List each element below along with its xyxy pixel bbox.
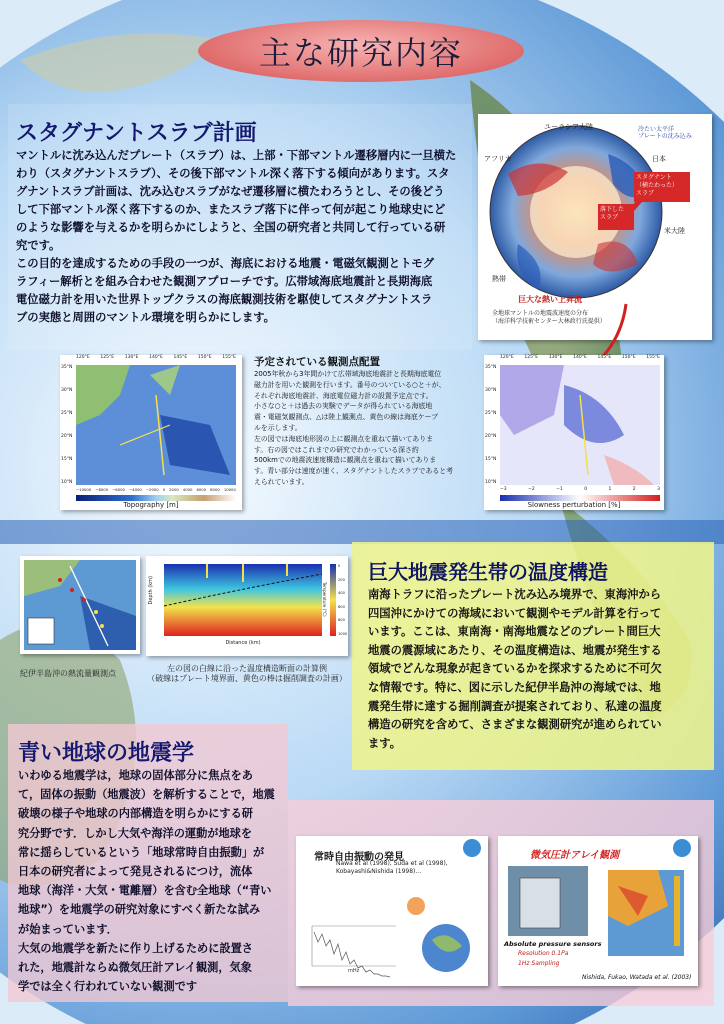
text-line: この目的を達成するための手段の一つが、海底における地震・電磁気観測とトモグ	[16, 257, 434, 270]
text-line: 地球”）を地震学の研究対象にすべく新たな試み	[18, 903, 261, 917]
stagnant-slab-heading: スタグナントスラブ計画	[16, 121, 257, 146]
lon-axis	[76, 355, 236, 360]
text-line: わり（スタグナントスラブ）、その後下部マントル深く落下する傾向があります。スタ	[16, 167, 450, 180]
label-stagnant-slab: スタグナント （横たわった） スラブ	[636, 174, 678, 197]
temp-colorbar-ticks	[338, 564, 347, 636]
lat-tick: 30°N	[61, 388, 73, 393]
temp-xlabel: Distance (km)	[225, 640, 261, 646]
seismogenic-zone-heading: 巨大地震発生帯の温度構造	[368, 560, 608, 584]
blue-earth-heading: 青い地球の地震学	[18, 741, 195, 766]
label-africa: アフリカ	[484, 155, 512, 163]
lat-tick: 35°N	[61, 365, 73, 370]
kii-heatflow-map-graphic	[20, 556, 140, 654]
text-line: 日本の研究者によって発見されるにつけ，流体	[18, 865, 253, 879]
lon-tick: 145°E	[173, 355, 188, 360]
cbar-tick: 1	[608, 487, 612, 492]
label-eurasia: ユーラシア大陸	[544, 123, 593, 131]
cbar-tick: 10000	[223, 487, 236, 492]
text-line: して下部マントル深く落下するのか、またスラブ落下に伴って何が起こり地球史にど	[16, 203, 446, 216]
text-line: 震発生帯に達する掘削調査が提案されており、私達の温度	[368, 699, 662, 713]
free-oscillation-title: 常時自由振動の発見	[314, 852, 404, 863]
slowness-colorbar-label: Slowness perturbation [%]	[527, 501, 621, 509]
lon-tick: 150°E	[621, 355, 636, 360]
caption-line: （破線はプレート境界面、黄色の棒は掘削調査の計画）	[147, 674, 347, 683]
text-line: が始まっています．	[18, 922, 118, 936]
text-line: 学では全く行われていない観測です	[18, 980, 198, 994]
lat-tick: 10°N	[485, 480, 497, 485]
text-line: 大気の地震学を新たに作り上げるために設置さ	[18, 941, 253, 955]
text-line: ルを示します。	[254, 423, 302, 432]
text-line: 電位磁力計を用いた世界トップクラスの海底観測技術を駆使してスタグナントスラ	[16, 293, 433, 306]
text-line: 究分野です．しかし大気や海洋の運動が地球を	[18, 826, 253, 840]
text-line: 常に揺らしているという「地球常時自由振動」が	[18, 845, 265, 859]
cbar-tick: 4000	[182, 487, 193, 492]
lon-tick: 155°E	[222, 355, 236, 360]
label-falling-slab: 落下した スラブ	[600, 206, 625, 221]
cbar-tick: 1000	[338, 631, 348, 636]
label-cold-slab: 冷たい太平洋 プレートの沈み込み	[638, 126, 692, 140]
lat-tick: 25°N	[485, 411, 497, 416]
text-line: す。青い部分は速度が速く、スタグナントしたスラブであると考	[254, 467, 453, 476]
text-line: 破壊の様子や地球の内部構造を明らかにする研	[18, 807, 253, 821]
stagnant-slab-text	[16, 147, 472, 327]
text-line: それぞれ海底地震計、海底電位磁力計の設置予定点です。	[254, 391, 433, 400]
seismogenic-zone-text	[368, 586, 708, 753]
cbar-tick: 800	[338, 618, 345, 623]
slowness-map-figure	[484, 355, 664, 510]
text-line: グナントスラブ計画は、沈み込むスラブがなぜ遷移層に横たわろうとし、その後どう	[16, 185, 445, 198]
label-hotspot: 熱帯	[492, 275, 506, 283]
lon-axis	[500, 355, 660, 360]
caption-line: （海洋科学技術センター大林政行氏提供）	[492, 318, 606, 325]
text-line: て，固体の振動（地震波）を解析することで，地震	[18, 788, 275, 802]
text-line: れた，地震計ならぬ微気圧計アレイ観測，気象	[18, 961, 252, 975]
text-line: ブの実態と周囲のマントル環境を明らかにします。	[16, 311, 275, 324]
cbar-tick: 2	[632, 487, 636, 492]
cbar-tick: −2	[528, 487, 535, 492]
topography-colorbar-ticks	[76, 487, 236, 492]
microbarometer-slide	[498, 836, 698, 986]
lon-tick: 155°E	[646, 355, 660, 360]
temp-ylabel: Depth (km)	[148, 576, 154, 605]
free-oscillation-refs	[336, 860, 448, 876]
lon-tick: 130°E	[548, 355, 563, 360]
page-title-banner	[198, 20, 524, 82]
free-oscillation-slide	[296, 836, 488, 986]
lat-axis	[485, 365, 496, 485]
text-line: マントルに沈み込んだプレート（スラブ）は、上部・下部マントル遷移層内に一旦横た	[16, 149, 457, 162]
cbar-tick: 0	[584, 487, 588, 492]
cbar-tick: −1	[556, 487, 563, 492]
microbarometer-title: 微気圧計アレイ観測	[530, 850, 620, 861]
text-line: す。右の図ではこれまでの研究でわかっている深さ約	[254, 445, 419, 454]
ref-line: Nawa et al (1998), Suda et al (1998),	[336, 860, 448, 867]
text-line: 小さな○と＋は過去の実験でデータが得られている海底地	[254, 402, 433, 411]
cbar-tick: 8000	[210, 487, 220, 492]
text-line: ラフィー解析とを組み合わせた観測アプローチです。広帯域海底地震計と長期海底	[16, 275, 433, 288]
caption-line: 左の図の白線に沿った温度構造断面の計算例	[167, 664, 327, 673]
blue-earth-text	[18, 766, 286, 996]
text-line: 500kmでの地震波速度構造に観測点を重ねて描いてありま	[254, 456, 437, 465]
text-line: のような影響を与えるかを明らかにしようと、全国の研究者と共同して行っている研	[16, 221, 446, 234]
topography-map-figure	[60, 355, 242, 510]
text-line: 構造の研究を含めて、さまざまな観測研究が進められてい	[368, 718, 662, 732]
lon-tick: 150°E	[197, 355, 212, 360]
slowness-colorbar-ticks	[500, 487, 660, 492]
lat-tick: 20°N	[485, 434, 497, 439]
planned-obs-text	[254, 369, 476, 488]
cbar-tick: 3	[657, 487, 660, 492]
text-line: ます。	[368, 736, 401, 750]
lon-tick: 120°E	[500, 355, 514, 360]
lon-tick: 145°E	[597, 355, 612, 360]
label-plume: 巨大な熱い上昇流	[518, 295, 582, 304]
sensor-label: Absolute pressure sensors	[504, 940, 602, 948]
cbar-tick: 600	[338, 604, 345, 609]
temp-colorbar-label: Temperature (°C)	[322, 582, 327, 617]
caption-line: 全地球マントルの地震波速度の分布	[492, 310, 589, 317]
text-line: 震・電磁気観測点、△は陸上観測点、黄色の線は海底ケーブ	[254, 413, 439, 422]
lon-tick: 125°E	[524, 355, 539, 360]
text-line: 磁力計を用いた観測を行います。番号のついている○と＋が、	[254, 380, 446, 389]
cbar-tick: 200	[338, 577, 345, 582]
lat-axis	[61, 365, 72, 485]
lat-tick: 15°N	[61, 457, 73, 462]
cbar-tick: −6000	[112, 487, 125, 492]
lon-tick: 125°E	[100, 355, 115, 360]
lat-tick: 20°N	[61, 434, 73, 439]
lat-tick: 30°N	[485, 388, 497, 393]
text-line: 左の図では海底地形図の上に観測点を重ねて描いてありま	[254, 434, 433, 443]
label-japan: 日本	[652, 155, 666, 163]
cbar-tick: 400	[338, 591, 345, 596]
ref-line: Kobayashi&Nishida (1998)...	[336, 868, 422, 875]
text-line: 四国沖にかけての海域において観測やモデル計算を行って	[368, 606, 662, 620]
lon-tick: 130°E	[124, 355, 139, 360]
lon-tick: 140°E	[573, 355, 587, 360]
lon-tick: 120°E	[76, 355, 90, 360]
sampling-label: 1Hz Sampling	[518, 960, 560, 967]
temperature-section-caption	[146, 664, 348, 684]
cbar-tick: −8000	[95, 487, 109, 492]
cbar-tick: −10000	[76, 487, 92, 492]
text-line: 領域でどんな現象が起きているかを探求するために不可欠	[368, 662, 662, 676]
cbar-tick: −3	[500, 487, 507, 492]
text-line: な情報です。特に、図に示した紀伊半島沖の海域では、地	[368, 680, 661, 694]
cbar-tick: −2000	[145, 487, 159, 492]
temperature-section-figure	[146, 556, 348, 656]
topography-colorbar-label: Topography [m]	[123, 501, 179, 509]
kii-heatflow-caption: 紀伊半島沖の熱流量観測点	[20, 669, 116, 678]
text-line: いわゆる地震学は，地球の固体部分に焦点をあ	[18, 769, 253, 782]
cbar-tick: 2000	[169, 487, 179, 492]
page-title: 主な研究内容	[258, 34, 463, 72]
lat-tick: 25°N	[61, 411, 73, 416]
kii-heatflow-figure	[20, 556, 140, 654]
cbar-tick: 0	[162, 487, 166, 492]
lon-tick: 140°E	[149, 355, 163, 360]
text-line: います。ここは、東南海・南海地震などのプレート間巨大	[368, 625, 661, 639]
cbar-tick: −4000	[128, 487, 142, 492]
microbarometer-credit: Nishida, Fukao, Watada et al. (2003)	[582, 974, 692, 981]
text-line: 2005年秋から3年間かけて広帯域海底地震計と長期海底電位	[254, 370, 442, 378]
lat-tick: 35°N	[485, 365, 497, 370]
text-line: 南海トラフに沿ったプレート沈み込み境界で、東海沖から	[368, 588, 662, 601]
text-line: 地球（海洋・大気・電離層）を含む全地球（“青い	[18, 884, 272, 898]
text-line: えられています。	[254, 477, 309, 486]
free-oscillation-xlabel: mHz	[348, 968, 360, 974]
cbar-tick: 0	[338, 564, 341, 568]
label-america: 米大陸	[664, 227, 685, 235]
resolution-label: Resolution 0.1Pa	[518, 950, 569, 957]
cbar-tick: 6000	[196, 487, 207, 492]
text-line: 地震の震源域にあたり、その温度構造は、地震が発生する	[368, 643, 662, 657]
planned-obs-heading: 予定されている観測点配置	[254, 356, 380, 368]
lat-tick: 15°N	[485, 457, 497, 462]
text-line: 究です。	[16, 239, 61, 252]
lat-tick: 10°N	[61, 480, 73, 485]
